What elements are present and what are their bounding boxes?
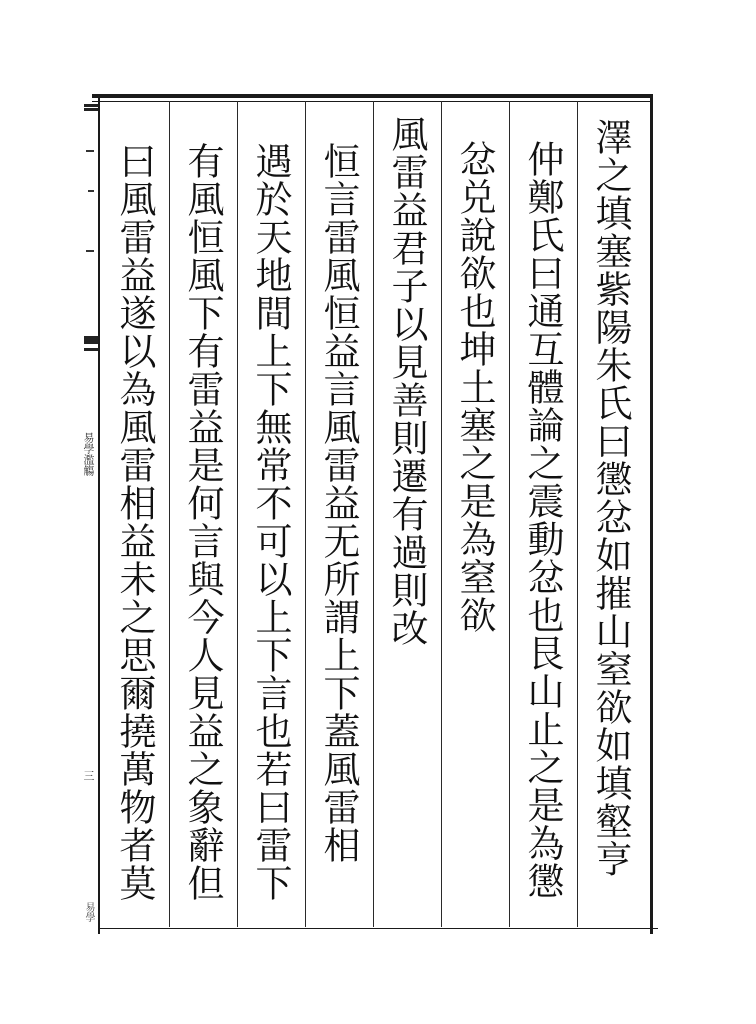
text-column-4: 風雷益君子以見善則遷有過則改 <box>385 115 428 647</box>
text-column-6: 遇於天地間上下無常不可以上下言也若曰雷下 <box>249 142 292 902</box>
top-frame-inner-rule <box>92 101 652 102</box>
margin-bottom-text: 易學 <box>83 902 94 922</box>
column-divider <box>305 101 306 927</box>
column-divider <box>441 101 442 927</box>
margin-page-number: 三 <box>82 770 95 781</box>
right-frame-border <box>650 94 653 934</box>
lower-fishtail-mark <box>84 336 98 344</box>
top-frame-rule <box>92 94 652 98</box>
column-divider <box>373 101 374 927</box>
text-column-1: 澤之填塞紫陽朱氏曰懲忿如摧山窒欲如填壑亨 <box>589 118 632 878</box>
text-column-8: 曰風雷益遂以為風雷相益未之思爾撓萬物者莫 <box>113 142 156 902</box>
left-frame-border <box>98 94 100 934</box>
margin-book-title: 易學濫觴 <box>82 432 95 476</box>
column-divider <box>509 101 510 927</box>
ink-speck <box>86 250 94 252</box>
upper-fishtail-mark <box>84 104 98 107</box>
upper-fishtail-mark <box>84 108 98 111</box>
text-column-3: 忿兑說欲也坤土塞之是為窒欲 <box>453 140 496 634</box>
column-divider <box>169 101 170 927</box>
lower-fishtail-mark <box>84 348 98 351</box>
text-column-5: 恒言雷風恒益言風雷益无所謂上下蓋風雷相 <box>317 142 360 864</box>
text-column-7: 有風恒風下有雷益是何言與今人見益之象辭但 <box>181 142 224 902</box>
ink-speck <box>86 150 94 152</box>
ink-speck <box>88 190 94 192</box>
column-divider <box>577 101 578 927</box>
text-column-2: 仲鄭氏曰通互體論之震動忿也艮山止之是為懲 <box>521 140 564 900</box>
column-divider <box>237 101 238 927</box>
bottom-frame-rule <box>98 928 658 929</box>
